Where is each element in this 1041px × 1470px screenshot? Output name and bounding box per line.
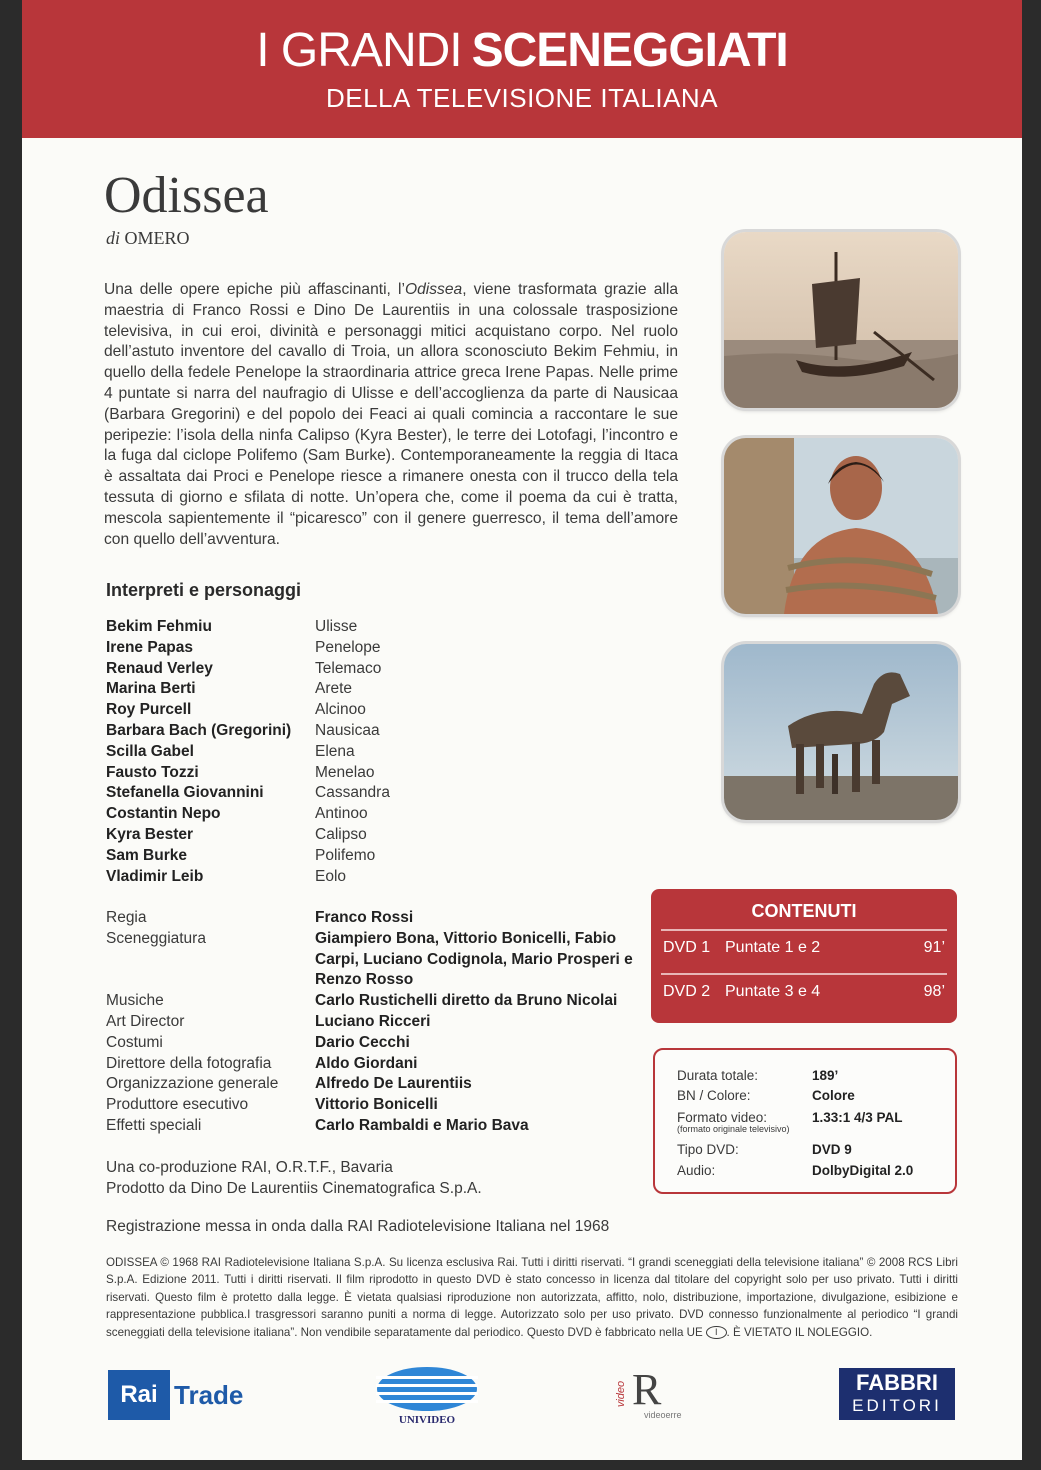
spec-label: BN / Colore:: [677, 1088, 751, 1103]
cast-row: [106, 804, 466, 825]
actor-name: Renaud Verley: [106, 659, 213, 677]
legal-text: ODISSEA © 1968 RAI Radiotelevisione Italiana S.p.A. Su licenza esclusiva Rai. Tutti i diritti riservati. “I grandi sceneggiati della televisione italiana” © 2008 RCS Libri S.p.A. Edizione 2011. Tutti i diritti riservati. Il film riprodotto in questo DVD è stato concesso in licenza dal titolare del copyright solo per uso privato. Tutti i diritti riservati. Questo film è protetto dalla legge. È vietata qualsiasi riproduzione non autorizzata, affitto, nolo, distribuzione, importazione, divulgazione, esibizione e rappresentazione pubblica.I trasgressori saranno puniti a norma di legge. Autorizzato solo per uso privato. DVD connesso funzionalmente al periodico “I grandi sceneggiati della televisione italiana”. Non vendibile separatamente dal periodico. Questo DVD è fabbricato nella UE: [106, 1256, 958, 1339]
cast-row: [106, 867, 466, 888]
actor-name: Marina Berti: [106, 680, 196, 698]
cast-row: [106, 846, 466, 867]
still-ulisse-image: [724, 438, 958, 614]
rai-logo-box: Rai: [108, 1370, 170, 1420]
production-credits: [106, 1158, 482, 1200]
crew-list: [106, 908, 646, 1137]
legal-notice: [106, 1254, 958, 1341]
spec-label: Tipo DVD:: [677, 1142, 739, 1157]
crew-row: [106, 929, 646, 991]
duration-label: 91’: [923, 939, 945, 956]
actor-name: Irene Papas: [106, 638, 194, 656]
cast-row: [106, 763, 466, 784]
crew-names: Carlo Rustichelli diretto da Bruno Nicolai: [315, 992, 618, 1010]
rai-logo-trade: Trade: [174, 1380, 244, 1410]
crew-role: Art Director: [106, 1012, 185, 1030]
cast-row: [106, 783, 466, 804]
bound-hero-scene-icon: [724, 438, 958, 614]
spec-value: DolbyDigital 2.0: [812, 1163, 914, 1178]
spec-value: 1.33:1 4/3 PAL: [812, 1110, 903, 1125]
still-ship-image: [724, 232, 958, 408]
univideo-label: UNIVIDEO: [398, 1414, 456, 1426]
crew-row: [106, 1116, 646, 1137]
crew-row: [106, 908, 646, 929]
series-subtitle: DELLA TELEVISIONE ITALIANA: [325, 83, 719, 113]
crew-role: Sceneggiatura: [106, 929, 206, 947]
episodes-label: Puntate 1 e 2: [725, 939, 821, 956]
actor-name: Roy Purcell: [106, 701, 192, 719]
crew-role: Effetti speciali: [106, 1116, 202, 1134]
spec-value: DVD 9: [812, 1142, 852, 1157]
actor-name: Costantin Nepo: [106, 805, 221, 823]
spec-row: [677, 1088, 855, 1103]
character-name: Cassandra: [315, 784, 390, 802]
spec-row: [677, 1163, 913, 1178]
actor-name: Kyra Bester: [106, 825, 194, 843]
contents-divider: [661, 929, 947, 931]
header-banner: [22, 0, 1022, 138]
cast-row: [106, 638, 466, 659]
contents-title: CONTENUTI: [751, 901, 857, 921]
cast-row: [106, 721, 466, 742]
actor-name: Scilla Gabel: [106, 742, 194, 760]
cast-row: [106, 617, 466, 638]
crew-names: Franco Rossi: [315, 909, 414, 926]
actor-name: Stefanella Giovannini: [106, 784, 264, 802]
episodes-label: Puntate 3 e 4: [725, 983, 821, 1000]
crew-names: Vittorio Bonicelli: [315, 1096, 438, 1114]
ship-scene-icon: [724, 232, 958, 408]
work-title: Odissea: [104, 167, 269, 224]
author-name: OMERO: [124, 228, 190, 248]
crew-role: Regia: [106, 909, 147, 926]
fabbri-editori-logo: [839, 1368, 955, 1420]
character-name: Polifemo: [315, 846, 376, 864]
work-author: [106, 228, 190, 249]
spec-value: Colore: [812, 1088, 855, 1103]
contents-row: [663, 983, 945, 1001]
cast-list: [106, 617, 466, 887]
cast-row: [106, 825, 466, 846]
character-name: Calipso: [315, 825, 367, 843]
duration-label: 98’: [923, 983, 945, 1000]
crew-row: [106, 1012, 646, 1033]
spec-row: [677, 1142, 852, 1157]
character-name: Nausicaa: [315, 721, 380, 739]
crew-names: Alfredo De Laurentiis: [315, 1075, 472, 1093]
crew-names: Luciano Ricceri: [315, 1012, 431, 1030]
actor-name: Bekim Fehmiu: [106, 618, 212, 635]
character-name: Elena: [315, 742, 355, 760]
crew-names: Giampiero Bona, Vittorio Bonicelli, Fabio Carpi, Luciano Codignola, Mario Prosperi e Renzo Rosso: [315, 929, 633, 989]
coproduction-line: Una co-produzione RAI, O.R.T.F., Bavaria: [106, 1159, 393, 1176]
fabbri-name: FABBRI: [856, 1370, 938, 1395]
character-name: Telemaco: [315, 659, 382, 677]
videoerre-name: videoerre: [644, 1410, 682, 1420]
actor-name: Sam Burke: [106, 846, 187, 864]
actor-name: Barbara Bach (Gregorini): [106, 721, 292, 739]
univideo-globe-icon: [376, 1366, 478, 1412]
character-name: Ulisse: [315, 618, 358, 635]
character-name: Alcinoo: [315, 701, 366, 719]
character-name: Eolo: [315, 867, 347, 885]
broadcast-note: Registrazione messa in onda dalla RAI Radiotelevisione Italiana nel 1968: [106, 1218, 610, 1235]
spec-label: Durata totale:: [677, 1068, 759, 1083]
univideo-logo: [376, 1366, 478, 1430]
spec-row: [677, 1110, 903, 1125]
contents-divider: [661, 973, 947, 975]
cast-row: [106, 679, 466, 700]
character-name: Antinoo: [315, 805, 368, 823]
synopsis-italic-title: Odissea: [404, 281, 463, 298]
author-prefix: di: [106, 228, 121, 248]
crew-role: Produttore esecutivo: [106, 1096, 249, 1114]
crew-role: Direttore della fotografia: [106, 1054, 272, 1072]
contents-box: [651, 889, 957, 1023]
actor-name: Vladimir Leib: [106, 867, 204, 885]
series-title-thin: I GRANDI: [256, 24, 462, 77]
series-title-bold: SCENEGGIATI: [471, 24, 788, 77]
disc-label: DVD 2: [663, 983, 711, 1000]
synopsis: [104, 280, 678, 550]
actor-name: Fausto Tozzi: [106, 763, 199, 781]
crew-names: Aldo Giordani: [315, 1054, 418, 1072]
character-name: Penelope: [315, 638, 381, 656]
spec-label: Audio:: [677, 1163, 716, 1178]
spec-label: Formato video:: [677, 1110, 768, 1125]
cast-heading: Interpreti e personaggi: [106, 580, 302, 600]
dvd-back-cover: [22, 0, 1022, 1460]
cast-row: [106, 659, 466, 680]
producer-line: Prodotto da Dino De Laurentiis Cinematografica S.p.A.: [106, 1179, 482, 1197]
crew-names: Carlo Rambaldi e Mario Bava: [315, 1116, 529, 1134]
technical-specs-box: [653, 1048, 957, 1194]
crew-role: Musiche: [106, 992, 164, 1010]
crew-row: [106, 991, 646, 1012]
format-note: (formato originale televisivo): [677, 1124, 790, 1134]
crew-role: Costumi: [106, 1033, 163, 1051]
videoerre-logo: [615, 1365, 694, 1422]
spec-row: [677, 1068, 838, 1083]
fabbri-editori: EDITORI: [852, 1396, 942, 1415]
rai-trade-logo: [108, 1370, 244, 1420]
crew-row: [106, 1074, 646, 1095]
cast-row: [106, 742, 466, 763]
spec-value: 189’: [812, 1068, 839, 1083]
crew-role: Organizzazione generale: [106, 1075, 279, 1093]
synopsis-part-2: , viene trasformata grazie alla maestria di Franco Rossi e Dino De Laurentiis in una colossale trasposizione televisiva, in cui eroi, divinità e personaggi mitici acquistano corpo. Nel ruolo dell’astuto inventore del cavallo di Troia, un allora sconosciuto Bekim Fehmiu, in quello della fedele Penelope la straordinaria attrice greca Irene Papas. Nelle prime 4 puntate si narra del naufragio di Ulisse e dell’accoglienza da parte di Nausicaa (Barbara Gregorini) e del popolo dei Feaci ai quali comincia a raccontare le sue peripezie: l’isola della ninfa Calipso (Kyra Bester), le terre dei Lotofagi, l’incontro e la fuga dal ciclope Polifemo (Sam Burke). Contemporaneamente la reggia di Itaca è assaltata dai Proci e Penelope riesce a rimanere onesta con il trucco della tela tessuta di giorno e sfilata di notte. Un’opera che, come il poema da cui è tratta, mescola sapientemente il “picaresco” con il genere guerresco, il tema dell’amore con quello dell’avventura.: [104, 281, 679, 548]
videoerre-side-text: video: [615, 1380, 628, 1408]
character-name: Arete: [315, 680, 353, 698]
series-title: [22, 24, 1022, 78]
videoerre-letter: R: [632, 1365, 662, 1414]
crew-names: Dario Cecchi: [315, 1033, 410, 1051]
crew-row: [106, 1054, 646, 1075]
crew-row: [106, 1033, 646, 1054]
contents-row: [663, 939, 945, 957]
legal-tail: . È VIETATO IL NOLEGGIO.: [726, 1325, 873, 1339]
ue-mark-icon: I: [706, 1326, 727, 1339]
crew-row: [106, 1095, 646, 1116]
disc-label: DVD 1: [663, 939, 711, 956]
character-name: Menelao: [315, 763, 375, 781]
still-horse-image: [724, 644, 958, 820]
trojan-horse-scene-icon: [724, 644, 958, 820]
synopsis-part-1: Una delle opere epiche più affascinanti, l’: [104, 281, 405, 298]
cast-row: [106, 700, 466, 721]
